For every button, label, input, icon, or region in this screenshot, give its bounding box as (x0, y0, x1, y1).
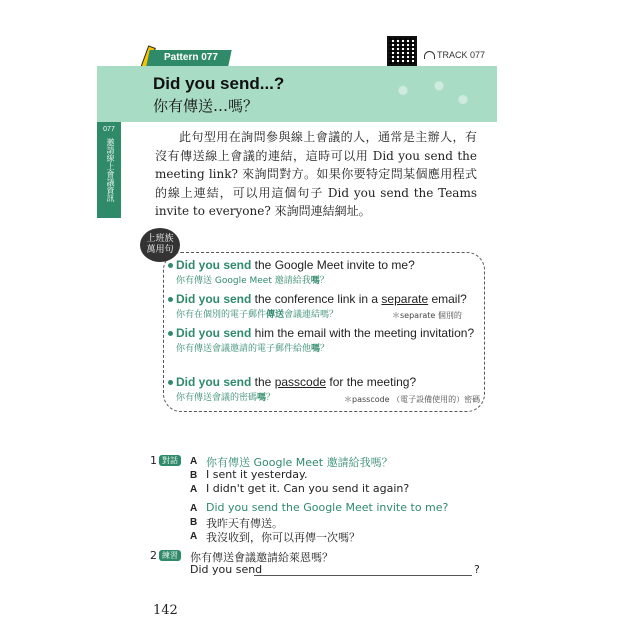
speaker-label: B (190, 517, 198, 528)
speaker-label: A (190, 503, 198, 514)
title-chinese: 你有傳送…嗎？ (153, 97, 259, 115)
dialogue-line: 你有傳送 Google Meet 邀請給我嗎？ (206, 456, 393, 469)
example-3: Did you send him the email with the meeting invitation? 你有傳送會議邀請的電子郵件給他嗎？ (176, 326, 475, 354)
bullet-icon (168, 263, 173, 268)
exercise-1-header: 1 對話 (150, 454, 181, 467)
side-tab-number: 077 (103, 126, 115, 133)
answer-blank[interactable] (254, 575, 472, 576)
dialogue-line: I didn't get it. Can you send it again? (206, 482, 410, 495)
side-tab-text: 邀請線上會議資訊 (106, 138, 115, 202)
speaker-label: B (190, 470, 198, 481)
exercise-2-header: 2 練習 (150, 549, 181, 562)
qr-code-icon[interactable] (387, 36, 417, 66)
bullet-icon (168, 331, 173, 336)
dialogue-line: 我昨天有傳送。 (206, 517, 283, 530)
vocab-note: ＊separate 個別的 (392, 311, 462, 320)
pattern-label: Pattern 077 (146, 50, 231, 66)
vocab-note: ＊passcode （電子設備使用的）密碼 (344, 395, 481, 404)
title-english: Did you send...? (153, 74, 285, 93)
dialogue-line: I sent it yesterday. (206, 468, 308, 481)
headphone-icon (424, 51, 435, 59)
speaker-label: A (190, 456, 198, 467)
meeting-table-decoration-icon (367, 72, 487, 118)
page-number: 142 (153, 603, 178, 618)
exercise-2-answer-end: ? (474, 563, 480, 576)
bullet-icon (168, 297, 173, 302)
example-1: Did you send the Google Meet invite to me? 你有傳送 Google Meet 邀請給我嗎？ (176, 258, 415, 286)
dialogue-line: 我沒收到，你可以再傳一次嗎？ (206, 531, 360, 544)
speaker-label: A (190, 484, 198, 495)
example-4: Did you send the passcode for the meeting? 你有傳送會議的密碼嗎？ (176, 375, 417, 403)
phrase-badge: 上班族 萬用句 (140, 228, 180, 262)
dialogue-line: Did you send the Google Meet invite to me? (206, 501, 449, 514)
example-2: Did you send the conference link in a separate email? 你有在個別的電子郵件傳送會議連結嗎？ (176, 292, 467, 320)
exercise-2-answer-start: Did you send (190, 563, 263, 576)
side-tab (97, 122, 121, 218)
intro-paragraph: 此句型用在詢問參與線上會議的人，通常是主辦人，有沒有傳送線上會議的連結，這時可以用 Did you send the meeting link? 來詢問對方。如果你要特定問某個應用程式的線上連結，可以用這個句子 Did you send the Teams invite to everyone? 來詢問連結網址。 (155, 130, 477, 218)
exercise-2-prompt: 你有傳送會議邀請給萊恩嗎？ (190, 551, 333, 564)
speaker-label: A (190, 531, 198, 542)
bullet-icon (168, 380, 173, 385)
track-label: TRACK 077 (424, 50, 485, 60)
